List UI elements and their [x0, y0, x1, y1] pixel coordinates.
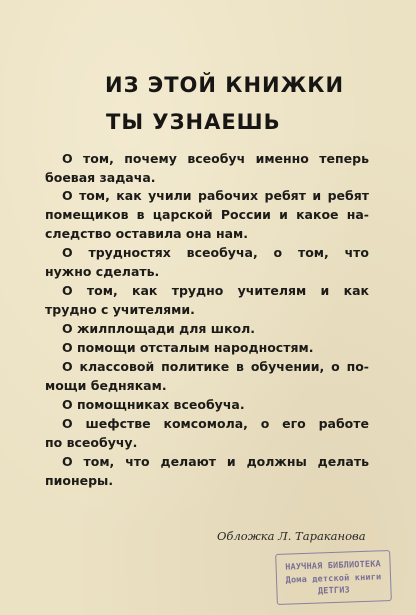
- body-line: боевая задача.: [45, 170, 156, 185]
- stamp-line-2: Дома детской книги: [285, 572, 382, 586]
- body-line: О том, что делают и должны делать: [62, 454, 369, 469]
- body-line: по всеобучу.: [45, 435, 138, 450]
- stamp-line-3: ДЕТГИЗ: [317, 585, 351, 597]
- body-line: О помощи отсталым народностям.: [62, 340, 314, 355]
- body-line: О том, как трудно учителям и как: [62, 283, 369, 298]
- body-line: следство оставила она нам.: [45, 226, 248, 241]
- body-line: О шефстве комсомола, о его работе: [62, 416, 369, 431]
- cover-credit: Обложка Л. Тараканова: [217, 529, 366, 543]
- body-line: нужно сделать.: [45, 264, 160, 279]
- body-line: О классовой политике в обучении, о по-: [62, 359, 369, 374]
- body-line: помещиков в царской России и какое на-: [45, 207, 369, 222]
- library-stamp: [275, 550, 392, 605]
- heading-line-2: ТЫ УЗНАЕШЬ: [106, 110, 281, 134]
- stamp-line-1: НАУЧНАЯ БИБЛИОТЕКА: [285, 559, 382, 573]
- body-line: О том, как учили рабочих ребят и ребят: [62, 188, 369, 203]
- heading-line-1: ИЗ ЭТОЙ КНИЖКИ: [105, 73, 345, 97]
- body-line: О помощниках всеобуча.: [62, 397, 245, 412]
- body-line: О жилплощади для школ.: [62, 321, 256, 336]
- body-line: О трудностях всеобуча, о том, что: [62, 245, 369, 260]
- body-line: пионеры.: [45, 473, 114, 488]
- body-line: трудно с учителями.: [45, 302, 195, 317]
- body-line: мощи беднякам.: [45, 378, 167, 393]
- body-line: О том, почему всеобуч именно теперь: [62, 151, 369, 166]
